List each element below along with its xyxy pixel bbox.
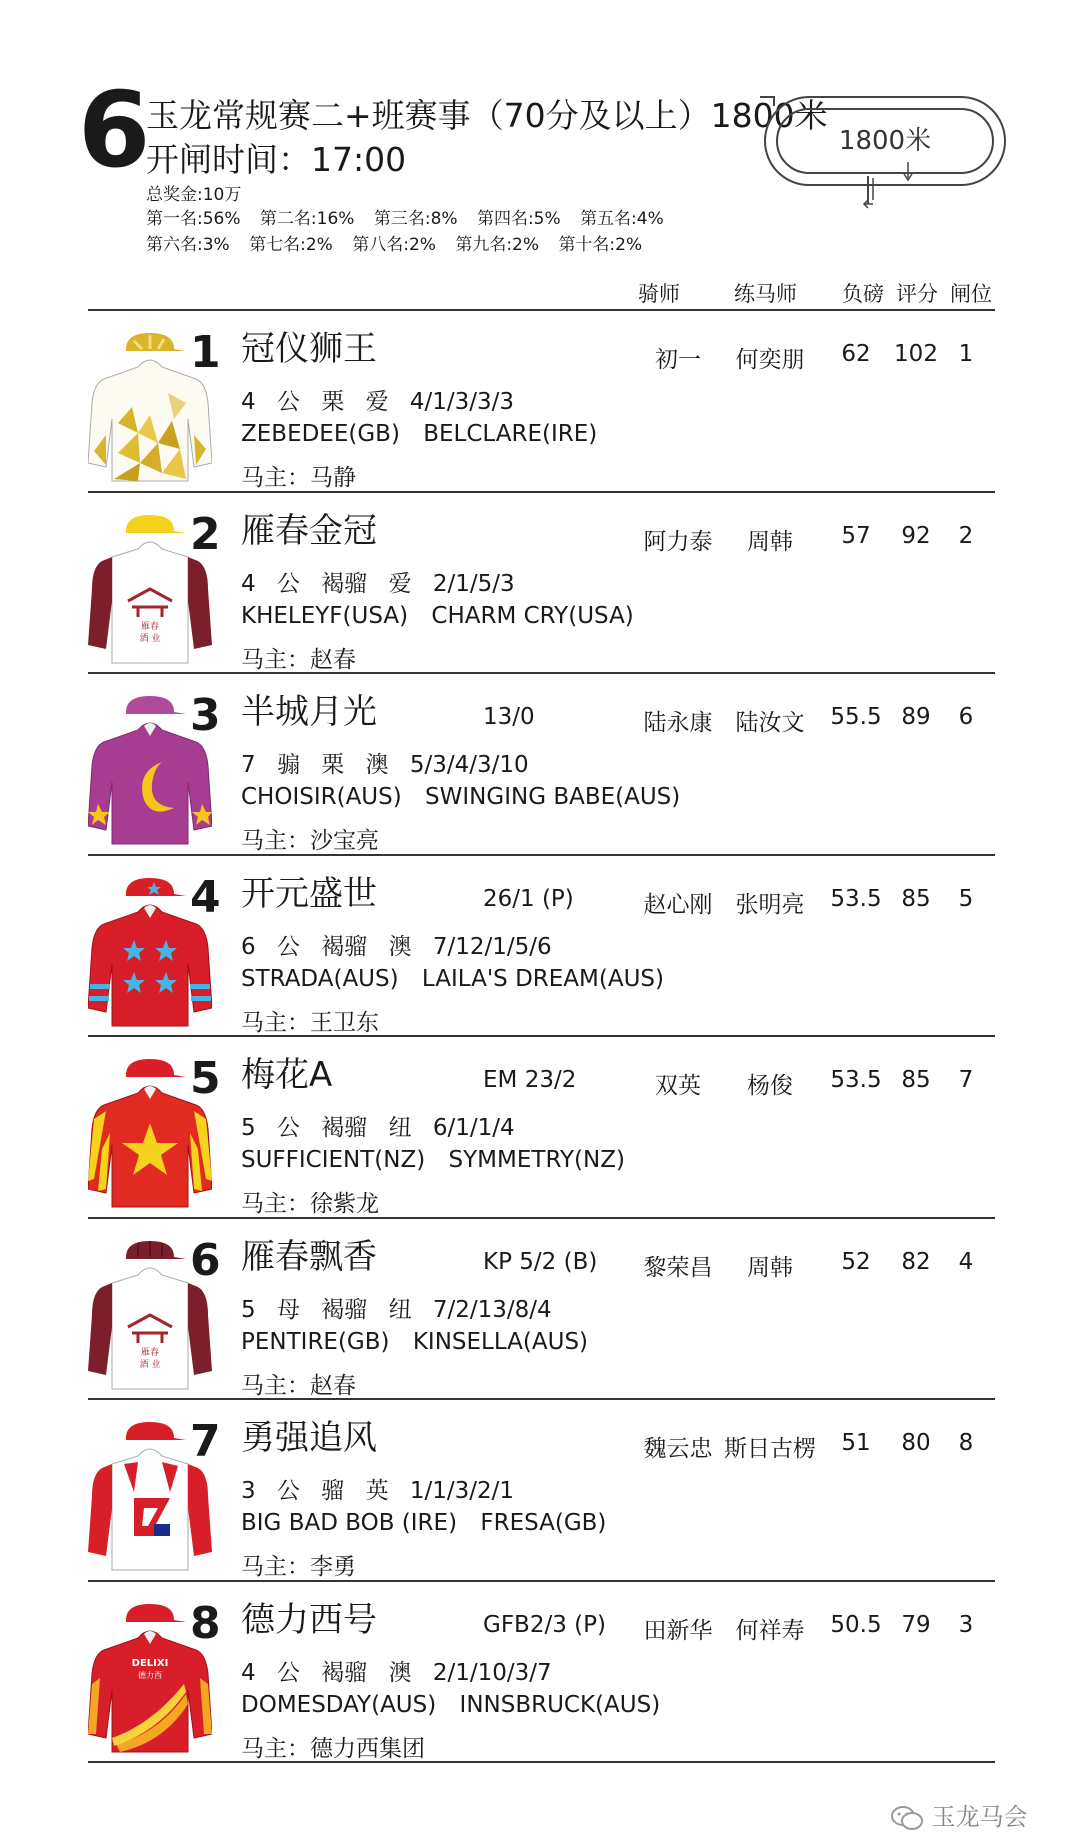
recent-form: 7/2/13/8/4: [432, 1297, 552, 1323]
horse-number: 1: [190, 327, 221, 378]
draw-value: 7: [958, 1067, 974, 1093]
weight-value: 53.5: [830, 1067, 882, 1093]
track-distance-label: 1800米: [838, 126, 932, 156]
draw-value: 2: [958, 523, 974, 549]
owner: 马主：赵春: [241, 1373, 356, 1399]
col-head-trainer: 练马师: [734, 282, 797, 306]
trainer-name: 陆汝文: [735, 710, 805, 736]
color: 褐骝: [321, 571, 368, 597]
horse-details: [241, 565, 529, 598]
horse-details: [241, 1654, 566, 1687]
sex: 公: [276, 1478, 300, 1504]
dam: SWINGING BABE(AUS): [425, 784, 681, 810]
recent-form: 4/1/3/3/3: [409, 389, 515, 415]
horse-number: 2: [190, 509, 221, 560]
horse-odds: 26/1 (P): [483, 886, 574, 912]
pedigree: [241, 1329, 604, 1355]
silk-logo-text: 雁春: [140, 622, 160, 632]
horse-name: 德力西号: [241, 1600, 377, 1640]
recent-form: 6/1/1/4: [432, 1115, 515, 1141]
dam: SYMMETRY(NZ): [448, 1147, 625, 1173]
origin: 澳: [388, 934, 412, 960]
prize-item: 第四名:5%: [476, 209, 561, 229]
sire: ZEBEDEE(GB): [241, 421, 400, 447]
prize-item: 第二名:16%: [259, 209, 355, 229]
jockey-name: 陆永康: [643, 710, 713, 736]
horse-odds: KP 5/2 (B): [483, 1249, 598, 1275]
jockey-name: 魏云忠: [643, 1436, 713, 1462]
origin: 纽: [388, 1115, 412, 1141]
rating-value: 89: [901, 704, 931, 730]
watermark-text: 玉龙马会: [931, 1803, 1028, 1831]
sex: 骟: [276, 752, 300, 778]
silk-logo-text: 酒 业: [139, 634, 161, 644]
horse-entry-5: [88, 1037, 995, 1217]
rating-value: 102: [894, 341, 938, 367]
draw-value: 3: [958, 1612, 974, 1638]
horse-name: 雁春飘香: [241, 1237, 377, 1277]
owner: 马主：李勇: [241, 1554, 356, 1580]
horse-number: 3: [190, 690, 221, 741]
age: 4: [241, 1660, 256, 1686]
recent-form: 2/1/10/3/7: [432, 1660, 552, 1686]
color: 栗: [321, 752, 345, 778]
pedigree: [241, 421, 613, 447]
jockey-name: 初一: [655, 347, 701, 373]
col-head-weight: 负磅: [842, 282, 884, 306]
horse-number: 6: [190, 1235, 221, 1286]
total-prize: 总奖金:10万: [146, 185, 242, 205]
sire: BIG BAD BOB (IRE): [241, 1510, 458, 1536]
color: 褐骝: [321, 1297, 368, 1323]
pedigree: [241, 603, 650, 629]
owner: 马主：王卫东: [241, 1010, 379, 1036]
track-diagram-icon: [760, 92, 1010, 212]
sex: 公: [276, 571, 300, 597]
horse-entry-4: [88, 856, 995, 1036]
sire: DOMESDAY(AUS): [241, 1692, 437, 1718]
rating-value: 85: [901, 1067, 931, 1093]
horse-details: [241, 746, 543, 779]
sex: 公: [276, 1660, 300, 1686]
origin: 澳: [365, 752, 389, 778]
horse-number: 8: [190, 1598, 221, 1649]
horse-entry-7: [88, 1400, 995, 1580]
prize-item: 第八名:2%: [352, 235, 436, 255]
silk-brand-subtext: 德力西: [138, 1671, 162, 1680]
horse-name: 雁春金冠: [241, 511, 377, 551]
pedigree: [241, 1147, 641, 1173]
horse-name: 半城月光: [241, 692, 377, 732]
silk-logo-text: 雁春: [140, 1348, 160, 1358]
horse-entry-1: [88, 311, 995, 491]
race-start-time: 开闸时间：17:00: [146, 140, 407, 179]
origin: 纽: [388, 1297, 412, 1323]
watermark: [890, 1797, 1028, 1832]
owner: 马主：德力西集团: [241, 1736, 425, 1762]
sire: KHELEYF(USA): [241, 603, 409, 629]
dam: BELCLARE(IRE): [423, 421, 598, 447]
horse-details: [241, 928, 566, 961]
race-header: [0, 0, 1080, 300]
sire: CHOISIR(AUS): [241, 784, 402, 810]
draw-value: 1: [958, 341, 974, 367]
weight-value: 50.5: [830, 1612, 882, 1638]
draw-value: 4: [958, 1249, 974, 1275]
rating-value: 79: [901, 1612, 931, 1638]
draw-value: 8: [958, 1430, 974, 1456]
color: 骝: [321, 1478, 345, 1504]
color: 褐骝: [321, 934, 368, 960]
trainer-name: 周韩: [747, 1255, 793, 1281]
col-head-jockey: 骑师: [638, 282, 680, 306]
horse-odds: GFB2/3 (P): [483, 1612, 606, 1638]
horse-number: 5: [190, 1053, 221, 1104]
draw-value: 6: [958, 704, 974, 730]
trainer-name: 张明亮: [735, 892, 805, 918]
pedigree: [241, 966, 680, 992]
horse-number: 4: [190, 872, 221, 923]
prize-item: 第九名:2%: [455, 235, 540, 255]
sire: SUFFICIENT(NZ): [241, 1147, 426, 1173]
age: 7: [241, 752, 256, 778]
age: 5: [241, 1115, 256, 1141]
horse-name: 勇强追风: [241, 1418, 377, 1458]
jockey-name: 双英: [655, 1073, 701, 1099]
silk-brand-text: DELIXI: [131, 1658, 169, 1669]
silk-logo-text: 酒 业: [139, 1360, 161, 1370]
dam: LAILA'S DREAM(AUS): [421, 966, 664, 992]
jockey-name: 田新华: [643, 1618, 713, 1644]
owner: 马主：马静: [241, 465, 356, 491]
dam: CHARM CRY(USA): [431, 603, 634, 629]
owner: 马主：徐紫龙: [241, 1191, 379, 1217]
trainer-name: 斯日古楞: [724, 1436, 816, 1462]
age: 5: [241, 1297, 256, 1323]
prize-distribution-row-2: [146, 230, 656, 255]
sex: 公: [276, 934, 300, 960]
prize-item: 第五名:4%: [580, 209, 664, 229]
horse-entry-3: [88, 674, 995, 854]
sex: 母: [276, 1297, 300, 1323]
race-title: 玉龙常规赛二+班赛事（70分及以上）1800米: [146, 96, 828, 135]
recent-form: 5/3/4/3/10: [409, 752, 529, 778]
wechat-icon: [890, 1805, 924, 1831]
horse-details: [241, 383, 528, 416]
horse-name: 开元盛世: [241, 874, 377, 914]
prize-item: 第十名:2%: [558, 235, 643, 255]
horse-entry-2: [88, 493, 995, 673]
weight-value: 53.5: [830, 886, 882, 912]
jockey-name: 赵心刚: [643, 892, 713, 918]
sex: 公: [276, 1115, 300, 1141]
horse-name: 冠仪狮王: [241, 329, 377, 369]
origin: 英: [365, 1478, 389, 1504]
weight-value: 51: [841, 1430, 871, 1456]
horse-entry-6: [88, 1219, 995, 1399]
weight-value: 52: [841, 1249, 871, 1275]
rating-value: 80: [901, 1430, 931, 1456]
col-head-rating: 评分: [896, 282, 938, 306]
weight-value: 57: [841, 523, 871, 549]
sire: PENTIRE(GB): [241, 1329, 390, 1355]
recent-form: 2/1/5/3: [432, 571, 515, 597]
sex: 公: [276, 389, 300, 415]
color: 栗: [321, 389, 345, 415]
age: 4: [241, 571, 256, 597]
horse-details: [241, 1472, 528, 1505]
age: 6: [241, 934, 256, 960]
horse-number: 7: [190, 1416, 221, 1467]
jockey-name: 黎荣昌: [643, 1255, 713, 1281]
trainer-name: 周韩: [747, 529, 793, 555]
dam: INNSBRUCK(AUS): [459, 1692, 661, 1718]
recent-form: 1/1/3/2/1: [409, 1478, 515, 1504]
rating-value: 82: [901, 1249, 931, 1275]
prize-distribution-row-1: [146, 204, 678, 229]
horse-odds: EM 23/2: [483, 1067, 577, 1093]
sire: STRADA(AUS): [241, 966, 399, 992]
origin: 澳: [388, 1660, 412, 1686]
prize-item: 第三名:8%: [373, 209, 458, 229]
age: 3: [241, 1478, 256, 1504]
trainer-name: 何奕朋: [735, 347, 805, 373]
horse-entry-8: [88, 1582, 995, 1762]
rating-value: 85: [901, 886, 931, 912]
race-number: 6: [78, 69, 151, 191]
horse-details: [241, 1109, 529, 1142]
origin: 爱: [365, 389, 389, 415]
pedigree: [241, 1510, 622, 1536]
weight-value: 55.5: [830, 704, 882, 730]
trainer-name: 杨俊: [747, 1073, 793, 1099]
prize-item: 第七名:2%: [249, 235, 333, 255]
recent-form: 7/12/1/5/6: [432, 934, 552, 960]
horse-name: 梅花A: [241, 1055, 333, 1095]
origin: 爱: [388, 571, 412, 597]
horse-details: [241, 1291, 566, 1324]
owner: 马主：沙宝亮: [241, 828, 379, 854]
horse-odds: 13/0: [483, 704, 535, 730]
age: 4: [241, 389, 256, 415]
color: 褐骝: [321, 1115, 368, 1141]
col-head-draw: 闸位: [950, 282, 992, 306]
draw-value: 5: [958, 886, 974, 912]
rating-value: 92: [901, 523, 931, 549]
dam: FRESA(GB): [480, 1510, 607, 1536]
pedigree: [241, 784, 696, 810]
prize-item: 第一名:56%: [146, 209, 241, 229]
trainer-name: 何祥寿: [735, 1618, 805, 1644]
prize-item: 第六名:3%: [146, 235, 230, 255]
jockey-name: 阿力泰: [643, 529, 713, 555]
dam: KINSELLA(AUS): [412, 1329, 589, 1355]
weight-value: 62: [841, 341, 871, 367]
owner: 马主：赵春: [241, 647, 356, 673]
pedigree: [241, 1692, 676, 1718]
color: 褐骝: [321, 1660, 368, 1686]
